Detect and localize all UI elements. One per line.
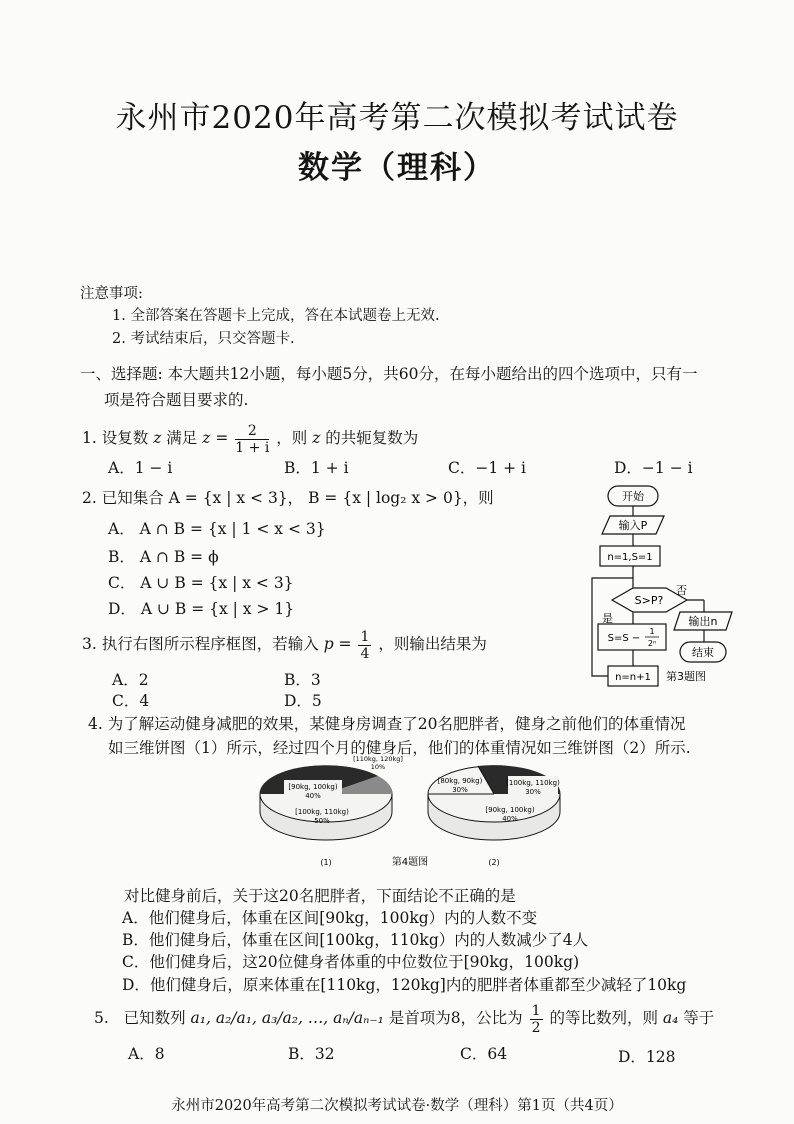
q4-option-a: A．他们健身后，体重在区间[90kg，100kg）内的人数不变: [122, 909, 538, 927]
section-heading-line1: 一、选择题: 本大题共12小题，每小题5分，共60分，在每小题给出的四个选项中，只有一: [80, 365, 698, 383]
pie-charts-figure: [252, 754, 572, 870]
q3-option-a: A．2: [112, 671, 149, 689]
q5-option-a: A．8: [128, 1045, 165, 1063]
q4-option-c: C．他们健身后，这20位健身者体重的中位数位于[90kg，100kg): [122, 953, 580, 971]
q2-option-c: C． A ∪ B = {x | x < 3}: [108, 574, 294, 592]
pie1-value-c: 10%: [370, 763, 386, 771]
q2-option-a: A． A ∩ B = {x | 1 < x < 3}: [108, 520, 326, 538]
pie1-value-a: 40%: [305, 792, 321, 800]
q4-figure-caption: 第4题图: [391, 857, 429, 868]
pie1-caption: (1): [320, 858, 332, 867]
flowchart-update-den: 2ⁿ: [647, 639, 657, 648]
notice-item-1: 1. 全部答案在答题卡上完成，答在本试题卷上无效.: [112, 308, 440, 324]
flowchart-figure: [584, 482, 744, 694]
q3-option-c: C．4: [112, 692, 150, 710]
q2-option-b: B． A ∩ B = ϕ: [108, 548, 219, 566]
exam-title: 永州市2020年高考第二次模拟考试试卷: [115, 100, 679, 136]
q1-option-a: A．1 − i: [108, 459, 173, 477]
pie2-value-b: 30%: [525, 788, 541, 796]
pie2-value-a: 30%: [452, 786, 468, 794]
exam-subtitle: 数学（理科）: [298, 150, 496, 186]
q3-fraction: $\frac{1}{4}$: [360, 628, 370, 662]
section-heading-line2: 项是符合题目要求的.: [104, 391, 249, 409]
pie1-label-c: [110kg, 120kg]: [353, 755, 403, 763]
question-2-stem: 2. 已知集合 A = {x | x < 3}， B = {x | log₂ x > 0}，则: [82, 489, 494, 507]
flowchart-yes-label: 是: [602, 612, 613, 625]
pie1-value-b: 50%: [314, 817, 330, 825]
question-5-stem: 5. 已知数列 a₁, a₂/a₁, a₃/a₂, …, aₙ/aₙ₋₁ 是首项为8，公比为 $\frac{1}{2}$ 的等比数列，则 a₄ 等于: [94, 1002, 715, 1036]
pie-chart-2: [428, 765, 560, 867]
pie-chart-1: [260, 755, 403, 867]
q4-option-d: D．他们健身后，原来体重在[110kg，120kg]内的肥胖者体重都至少减轻了10kg: [122, 976, 687, 994]
notice-heading: 注意事项:: [80, 286, 143, 302]
flowchart-output-text: 输出n: [688, 615, 718, 628]
pie2-caption: (2): [488, 858, 500, 867]
pie2-label-b: [100kg, 110kg): [506, 779, 560, 787]
q3-option-b: B．3: [284, 671, 321, 689]
notice-item-2: 2. 考试结束后，只交答题卡.: [112, 331, 295, 347]
q1-fraction: $\frac{2}{1 + i}$: [235, 422, 270, 456]
flowchart-cond-text: S>P?: [634, 594, 664, 607]
question-4-line1: 4. 为了解运动健身减肥的效果，某健身房调查了20名肥胖者，健身之前他们的体重情况: [88, 715, 686, 733]
flowchart-caption: 第3题图: [666, 670, 706, 683]
pie2-label-c: [90kg, 100kg): [485, 806, 535, 814]
page-footer: 永州市2020年高考第二次模拟考试试卷·数学（理科）第1页（共4页）: [171, 1098, 623, 1114]
q2-option-d: D． A ∪ B = {x | x > 1}: [108, 600, 295, 618]
flowchart-update-text: S=S −: [607, 633, 641, 644]
flowchart-no-label: 否: [676, 584, 687, 597]
q5-option-c: C．64: [460, 1045, 508, 1063]
flowchart-start-text: 开始: [622, 490, 644, 503]
q4-lead: 对比健身前后，关于这20名肥胖者，下面结论不正确的是: [124, 887, 516, 905]
flowchart-update-num: 1: [649, 627, 655, 636]
q5-fraction: $\frac{1}{2}$: [531, 1002, 541, 1036]
q5-sequence: a₁, a₂/a₁, a₃/a₂, …, aₙ/aₙ₋₁: [190, 1009, 384, 1027]
pie1-label-b: [100kg, 110kg): [295, 808, 349, 816]
q4-option-b: B．他们健身后，体重在区间[100kg，110kg）内的人数减少了4人: [122, 931, 589, 949]
q1-option-c: C．−1 + i: [448, 459, 527, 477]
flowchart-end-text: 结束: [692, 646, 714, 659]
q1-option-b: B．1 + i: [284, 459, 349, 477]
question-4-line2: 如三维饼图（1）所示，经过四个月的健身后，他们的体重情况如三维饼图（2）所示.: [108, 739, 691, 757]
question-1-stem: 1. 设复数 z 满足 z = $\frac{2}{1 + i}$ ，则 z 的共轭复数为: [82, 422, 419, 456]
q5-option-d: D．128: [618, 1048, 676, 1066]
pie2-value-c: 40%: [502, 815, 518, 823]
question-3-stem: 3. 执行右图所示程序框图，若输入 p = $\frac{1}{4}$ ，则输出结果为: [82, 628, 487, 662]
q1-option-d: D．−1 − i: [614, 459, 693, 477]
q3-option-d: D．5: [284, 692, 322, 710]
pie1-label-a: [90kg, 100kg): [288, 783, 338, 791]
flowchart-init-text: n=1,S=1: [607, 552, 653, 563]
pie2-label-a: [80kg, 90kg): [437, 777, 483, 785]
flowchart-input-text: 输入P: [618, 519, 648, 532]
flowchart-incr-text: n=n+1: [615, 672, 651, 683]
q5-option-b: B．32: [288, 1045, 335, 1063]
